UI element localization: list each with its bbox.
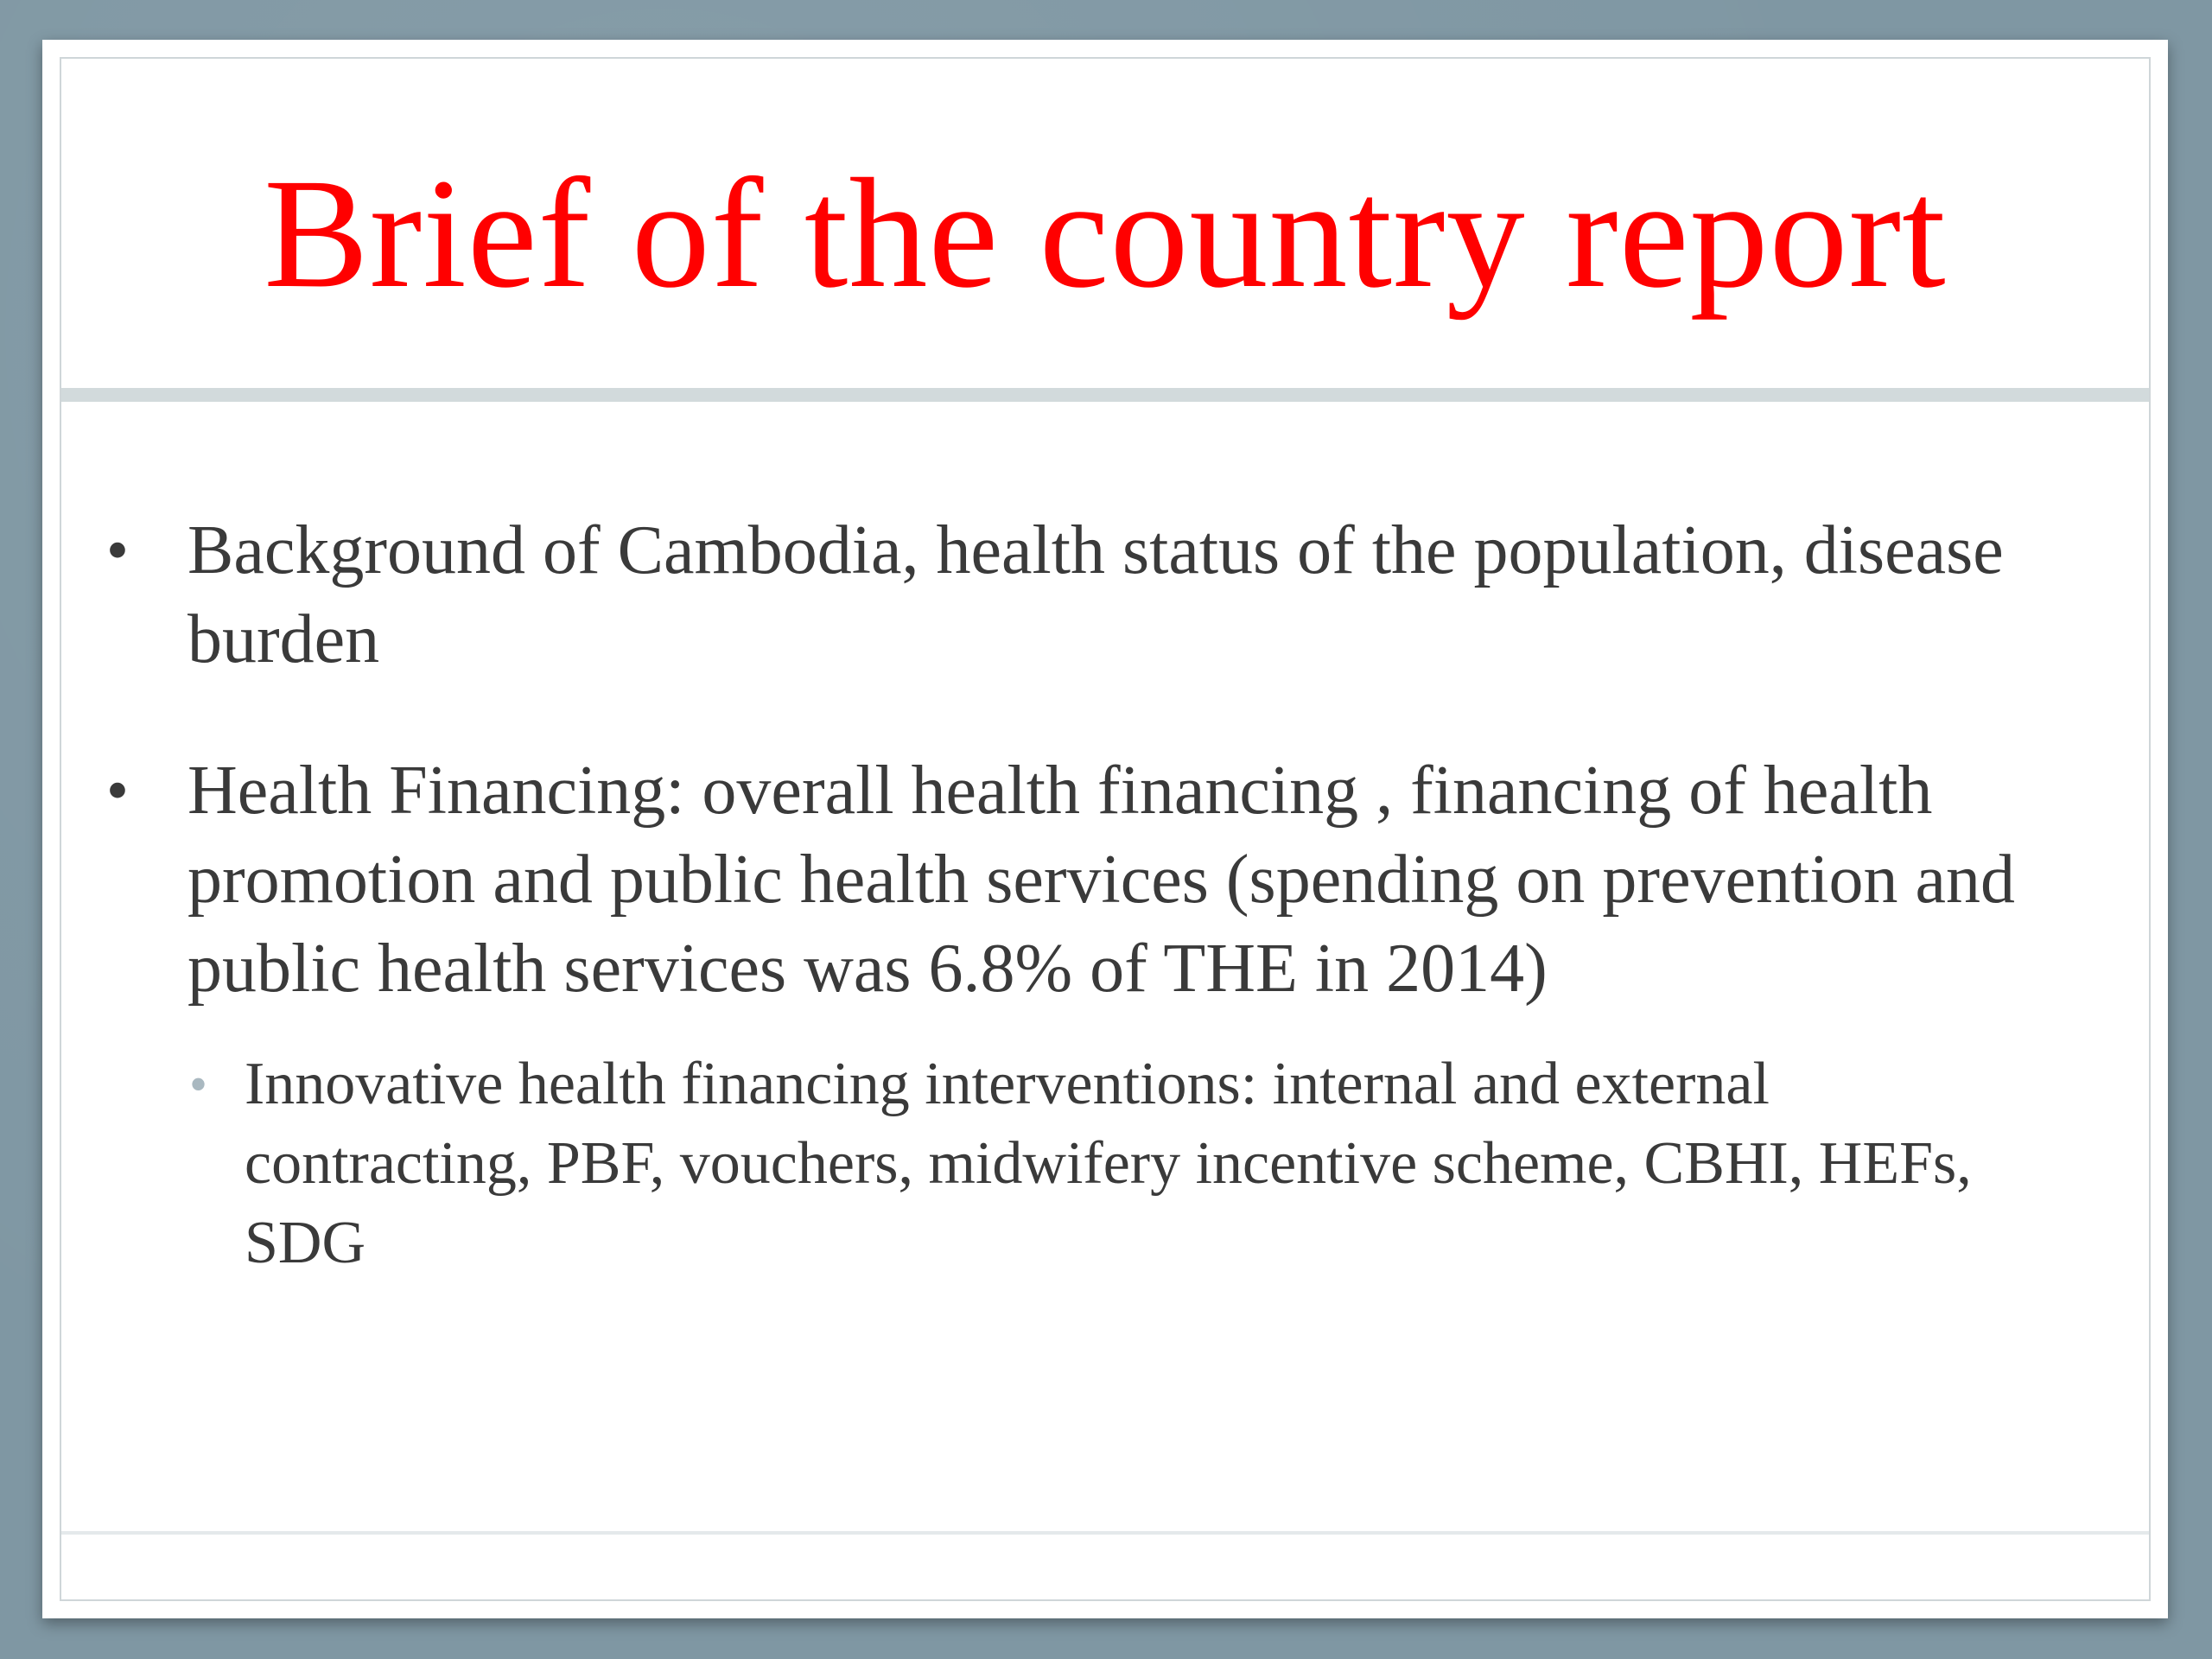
sub-bullet-innovative-financing	[42, 1045, 2168, 1283]
title-divider	[61, 388, 2149, 402]
sub-bullet-text: Innovative health financing interventions: internal and external contracting, PBF, vouchers, midwifery incentive scheme, CBHI, HEFs, SDG	[245, 1051, 1972, 1276]
bullet-marker: •	[106, 755, 129, 826]
slide-title: Brief of the country report	[264, 147, 1947, 321]
bullet-text: Background of Cambodia, health status of the population, disease burden	[188, 512, 2004, 677]
bullet-health-financing	[42, 747, 2168, 1014]
slide	[42, 40, 2168, 1618]
footer-divider	[61, 1531, 2149, 1535]
bullet-background	[42, 506, 2168, 684]
bullet-text: Health Financing: overall health financing , financing of health promotion and public health services (spending on prevention and public health services was 6.8% of THE in 2014)	[188, 753, 2016, 1007]
sub-bullet-marker: •	[189, 1056, 208, 1113]
bullet-marker: •	[106, 515, 129, 586]
slide-content	[42, 506, 2168, 1283]
